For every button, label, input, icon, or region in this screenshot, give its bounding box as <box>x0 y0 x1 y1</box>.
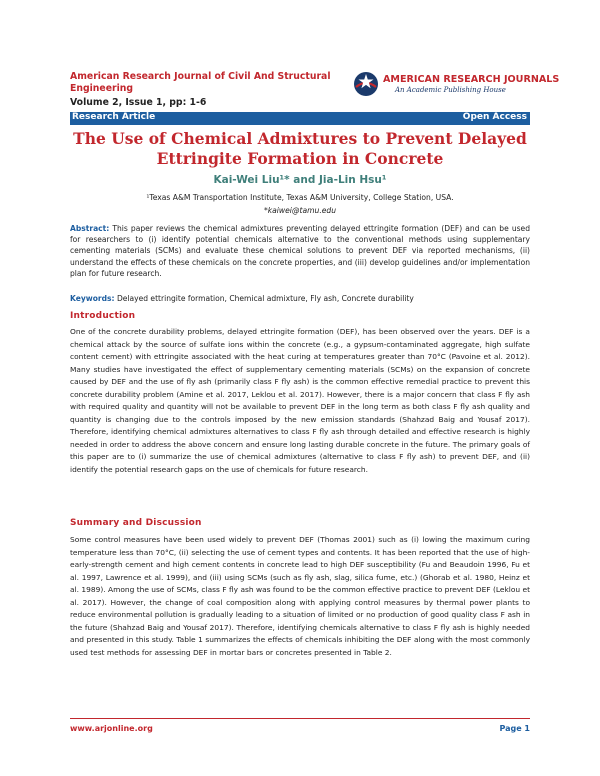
section-text-summary: Some control measures have been used widely to prevent DEF (Thomas 2001) such as (i) lowing the maximum curing temperature less than 70°C, (ii) selecting the use of cement types and contents. It has been reported that the use of high-early-strength cement and high cement contents in concrete lead to high DEF susceptibility (Fu and Beaudoin 1996, Fu et al. 1997, Lawrence et al. 1999), and (iii) using SCMs (such as fly ash, slag, silica fume, etc.) (Ghorab et al. 1980, Heinz et al. 1989). Among the use of SCMs, class F fly ash was found to be the common effective practice to prevent DEF (Leklou et al. 2017). However, the change of coal composition along with applying control measures by thermal power plants to reduce environmental pollution is gradually leading to a situation of limited or no production of good quality class F ash in the future (Shahzad Baig and Yousaf 2017). Therefore, identifying chemicals alternative to class F fly ash is highly needed and presented in this study. Table 1 summarizes the effects of chemicals inhibiting the DEF along with the most commonly used test methods for assessing DEF in mortar bars or concretes presented in Table 2. <box>70 535 530 657</box>
keywords-text: Delayed ettringite formation, Chemical admixture, Fly ash, Concrete durability <box>116 294 414 303</box>
logo-name: AMERICAN RESEARCH JOURNALS <box>383 74 560 85</box>
section-text-introduction: One of the concrete durability problems, delayed ettringite formation (DEF), has been observed over the years. DEF is a chemical attack by the source of sulfate ions within the concrete (e.g., a gypsum-contaminated aggregate, high sulfate content cement) with ettringite associated with the heat curing at temperatures greater than 70°C (Pavoine et al. 2012). Many studies have investigated the effect of supplementary cementing materials (SCMs) on the expansion of concrete caused by DEF and the use of fly ash (primarily class F fly ash) is the common effective remedial practice to prevent this concrete durability problem (Amine et al. 2017, Leklou et al. 2017). However, there is a major concern that class F fly ash with required quality and quantity will not be available to prevent DEF in the long term as both class F fly ash quality and quantity is changing due to the controls imposed by the new emission standards (Shahzad Baig and Yousaf 2017). Therefore, identifying chemical admixtures alternatives to class F fly ash through detailed and effective research is highly needed in order to address the above concern and ensure long lasting durable concrete in the future. The primary goals of this paper are to (i) summarize the use of chemical admixtures (alternative to class F fly ash) to prevent DEF, and (ii) identify the potential research gaps on the use of chemicals for future research. <box>70 327 530 474</box>
abstract-text: This paper reviews the chemical admixtures preventing delayed ettringite formation (DEF) and can be used for researchers to (i) identify potential chemicals alternative to the conventional methods using supplementary cementing materials (SCMs) and evaluate these chemical solutions to prevent DEF via reported mechanisms, (ii) understand the effects of these chemicals on the concrete properties, and (iii) develop guidelines and/or implementation plan for future research. <box>70 224 530 278</box>
globe-star-icon <box>353 71 379 97</box>
logo-tagline: An Academic Publishing House <box>395 86 506 94</box>
author-email: *kaiwei@tamu.edu <box>263 206 337 215</box>
section-heading-introduction: Introduction <box>70 311 136 321</box>
paper-title: The Use of Chemical Admixtures to Prevent Delayed Ettringite Formation in Concrete <box>73 129 527 168</box>
page-number: Page 1 <box>499 724 530 733</box>
volume-info: Volume 2, Issue 1, pp: 1-6 <box>70 97 207 108</box>
footer-website[interactable]: www.arjonline.org <box>70 724 153 733</box>
abstract-label: Abstract: <box>70 224 110 233</box>
section-heading-summary: Summary and Discussion <box>70 518 202 528</box>
footer-divider <box>70 718 530 719</box>
abstract <box>70 223 530 279</box>
affiliation: ¹Texas A&M Transportation Institute, Texas A&M University, College Station, USA. <box>146 193 454 202</box>
keywords <box>70 294 530 303</box>
article-type: Research Article <box>72 112 156 122</box>
authors: Kai-Wei Liu¹* and Jia-Lin Hsu¹ <box>213 174 387 186</box>
access-label: Open Access <box>462 112 527 122</box>
journal-name: American Research Journal of Civil And Structural Engineering <box>70 71 331 94</box>
publisher-logo <box>353 71 560 99</box>
article-type-banner <box>70 112 530 125</box>
keywords-label: Keywords: <box>70 294 115 303</box>
